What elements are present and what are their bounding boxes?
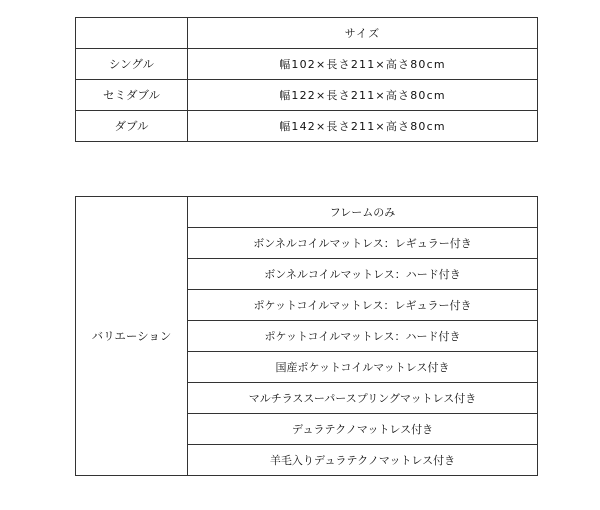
variation-item-cell: ボンネルコイルマットレス：ハード付き <box>188 259 538 290</box>
size-value-cell: 幅122×長さ211×高さ80cm <box>188 80 538 111</box>
variation-item-cell: ボンネルコイルマットレス：レギュラー付き <box>188 228 538 259</box>
variation-item-cell: 羊毛入りデュラテクノマットレス付き <box>188 445 538 476</box>
size-header-cell: サイズ <box>188 18 538 49</box>
size-value-cell: 幅102×長さ211×高さ80cm <box>188 49 538 80</box>
variation-item-cell: ポケットコイルマットレス：レギュラー付き <box>188 290 538 321</box>
variation-item-cell: 国産ポケットコイルマットレス付き <box>188 352 538 383</box>
size-row-double <box>76 111 538 142</box>
variation-item-cell: デュラテクノマットレス付き <box>188 414 538 445</box>
size-header-empty-cell <box>76 18 188 49</box>
size-value-cell: 幅142×長さ211×高さ80cm <box>188 111 538 142</box>
size-row-single <box>76 49 538 80</box>
variation-row <box>76 197 538 228</box>
variation-item-cell: ポケットコイルマットレス：ハード付き <box>188 321 538 352</box>
size-row-semi-double <box>76 80 538 111</box>
size-table <box>75 17 538 142</box>
size-label-cell: ダブル <box>76 111 188 142</box>
size-label-cell: セミダブル <box>76 80 188 111</box>
variation-item-cell: マルチラススーパースプリングマットレス付き <box>188 383 538 414</box>
size-header-row <box>76 18 538 49</box>
variation-table <box>75 196 538 476</box>
size-label-cell: シングル <box>76 49 188 80</box>
variation-label-cell: バリエーション <box>76 197 188 476</box>
variation-item-cell: フレームのみ <box>188 197 538 228</box>
